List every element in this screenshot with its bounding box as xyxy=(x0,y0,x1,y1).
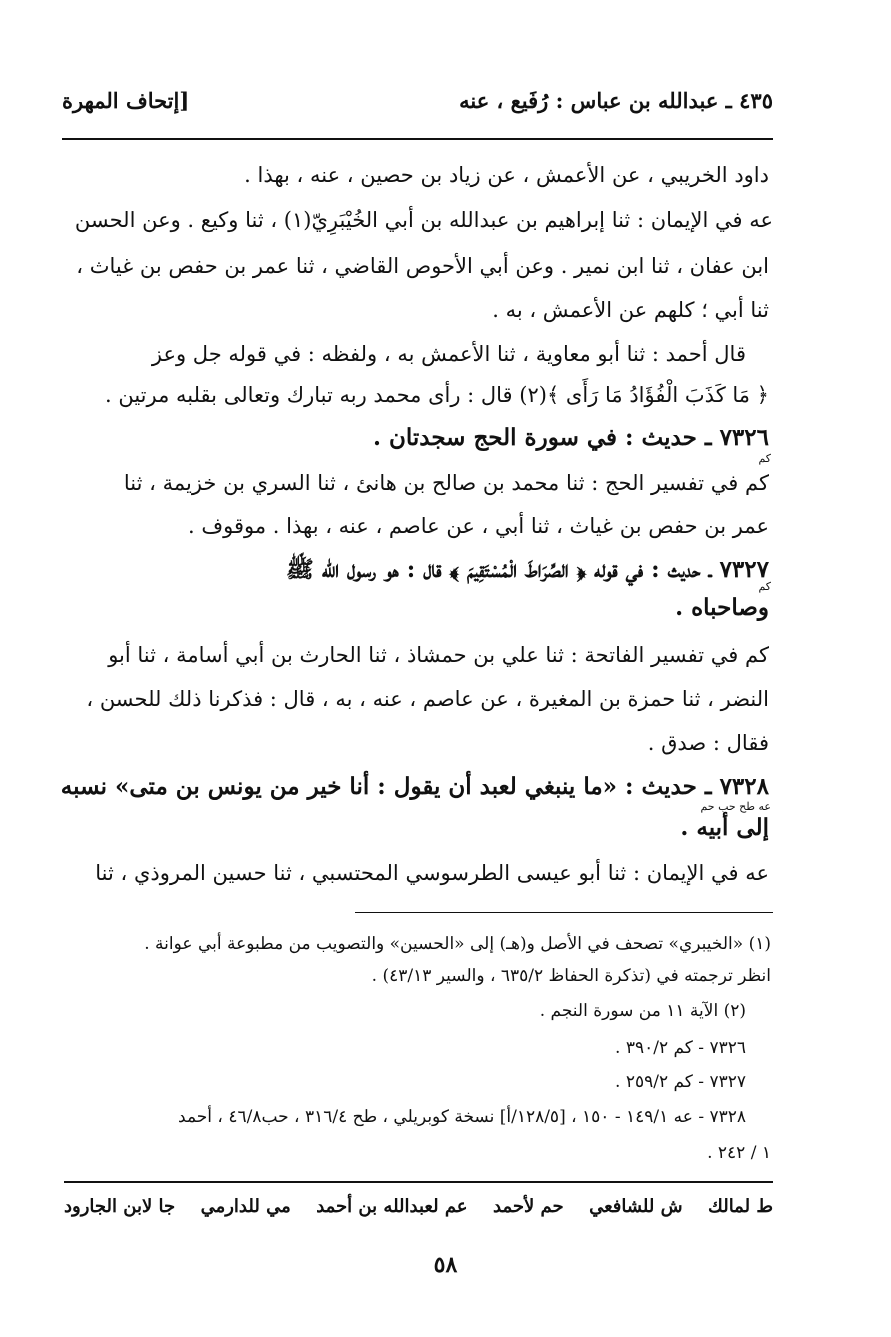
footnote-line: انظر ترجمته في (تذكرة الحفاظ ٦٣٥/٢ ، والسير ٤٣/١٣) . xyxy=(371,966,771,986)
body-line: قال أحمد : ثنا أبو معاوية ، ثنا الأعمش به ، ولفظه : في قوله جل وعز xyxy=(151,342,746,366)
footnote-line: (٢) الآية ١١ من سورة النجم . xyxy=(539,1001,746,1021)
sigla-item: عم لعبدالله بن أحمد xyxy=(316,1196,468,1217)
sigla-item: جا لابن الجارود xyxy=(64,1196,176,1217)
source-mark-7328: عه طح حب حم xyxy=(700,800,771,813)
body-line: النضر ، ثنا حمزة بن المغيرة ، عن عاصم ، عنه ، به ، قال : فذكرنا ذلك للحسن ، xyxy=(86,687,769,711)
footnote-line: ٧٣٢٨ - عه ١٤٩/١ - ١٥٠ ، [١٢٨/٥/أ] نسخة كوبريلي ، طح ٣١٦/٤ ، حب٤٦/٨ ، أحمد xyxy=(178,1107,746,1127)
hadith-title-7327: ٧٣٢٧ ـ حديث : في قوله ﴿ الصِّرَاطَ الْمُسْتَقِيمَ ﴾ قال : هو رسول الله ﷺ xyxy=(286,556,769,583)
body-line: كم في تفسير الحج : ثنا محمد بن صالح بن هانئ ، ثنا السري بن خزيمة ، ثنا xyxy=(123,471,769,495)
body-line: ثنا أبي ؛ كلهم عن الأعمش ، به . xyxy=(492,298,769,322)
footnote-line: (١) «الخيبري» تصحف في الأصل و(هـ) إلى «الحسين» والتصويب من مطبوعة أبي عوانة . xyxy=(144,934,771,954)
body-line: عمر بن حفص بن غياث ، ثنا أبي ، عن عاصم ، عنه ، بهذا . موقوف . xyxy=(188,514,769,538)
running-title: ٤٣٥ ـ عبدالله بن عباس : رُفَيع ، عنه xyxy=(459,88,773,113)
footnote-line: ١ / ٢٤٢ . xyxy=(707,1143,771,1163)
body-line: داود الخريبي ، عن الأعمش ، عن زياد بن حصين ، عنه ، بهذا . xyxy=(244,163,769,187)
page-number: ٥٨ xyxy=(433,1252,458,1278)
hadith-title-7326: ٧٣٢٦ ـ حديث : في سورة الحج سجدتان . xyxy=(372,424,769,451)
sigla-item: مي للدارمي xyxy=(200,1196,291,1217)
sigla-rule xyxy=(64,1181,773,1183)
source-mark-7326: كم xyxy=(758,452,771,465)
sigla-item: حم لأحمد xyxy=(493,1196,564,1217)
body-line: عه في الإيمان : ثنا أبو عيسى الطرسوسي المحتسبي ، ثنا حسين المروذي ، ثنا xyxy=(95,861,769,885)
footnote-line: ٧٣٢٦ - كم ٣٩٠/٢ . xyxy=(615,1038,746,1058)
sigla-item: ش للشافعي xyxy=(589,1196,683,1217)
sigla-legend xyxy=(64,1196,773,1217)
body-line: كم في تفسير الفاتحة : ثنا علي بن حمشاذ ، ثنا الحارث بن أبي أسامة ، ثنا أبو xyxy=(108,643,769,667)
source-mark-7327: كم xyxy=(758,580,771,593)
quran-verse-line: ﴿ مَا كَذَبَ الْفُؤَادُ مَا رَأَى ﴾(٢) قال : رأى محمد ربه تبارك وتعالى بقلبه مرتين . xyxy=(104,383,769,407)
footnote-line: ٧٣٢٧ - كم ٢٥٩/٢ . xyxy=(615,1072,746,1092)
hadith-title-7328: ٧٣٢٨ ـ حديث : «ما ينبغي لعبد أن يقول : أنا خير من يونس بن متى» نسبه xyxy=(60,773,769,800)
body-line: فقال : صدق . xyxy=(647,731,769,755)
sigla-item: ط لمالك xyxy=(708,1196,773,1217)
book-title: [إتحاف المهرة xyxy=(62,88,190,113)
header-rule xyxy=(62,138,773,140)
hadith-title-cont-7327: وصاحباه . xyxy=(675,594,769,621)
body-line: ابن عفان ، ثنا ابن نمير . وعن أبي الأحوص القاضي ، ثنا عمر بن حفص بن غياث ، xyxy=(76,254,769,278)
hadith-title-cont-7328: إلى أبيه . xyxy=(680,814,769,841)
footnote-rule xyxy=(355,912,773,913)
body-line: عه في الإيمان : ثنا إبراهيم بن عبدالله بن أبي الخُيْبَرِيّ(١) ، ثنا وكيع . وعن الحسن xyxy=(74,208,773,232)
